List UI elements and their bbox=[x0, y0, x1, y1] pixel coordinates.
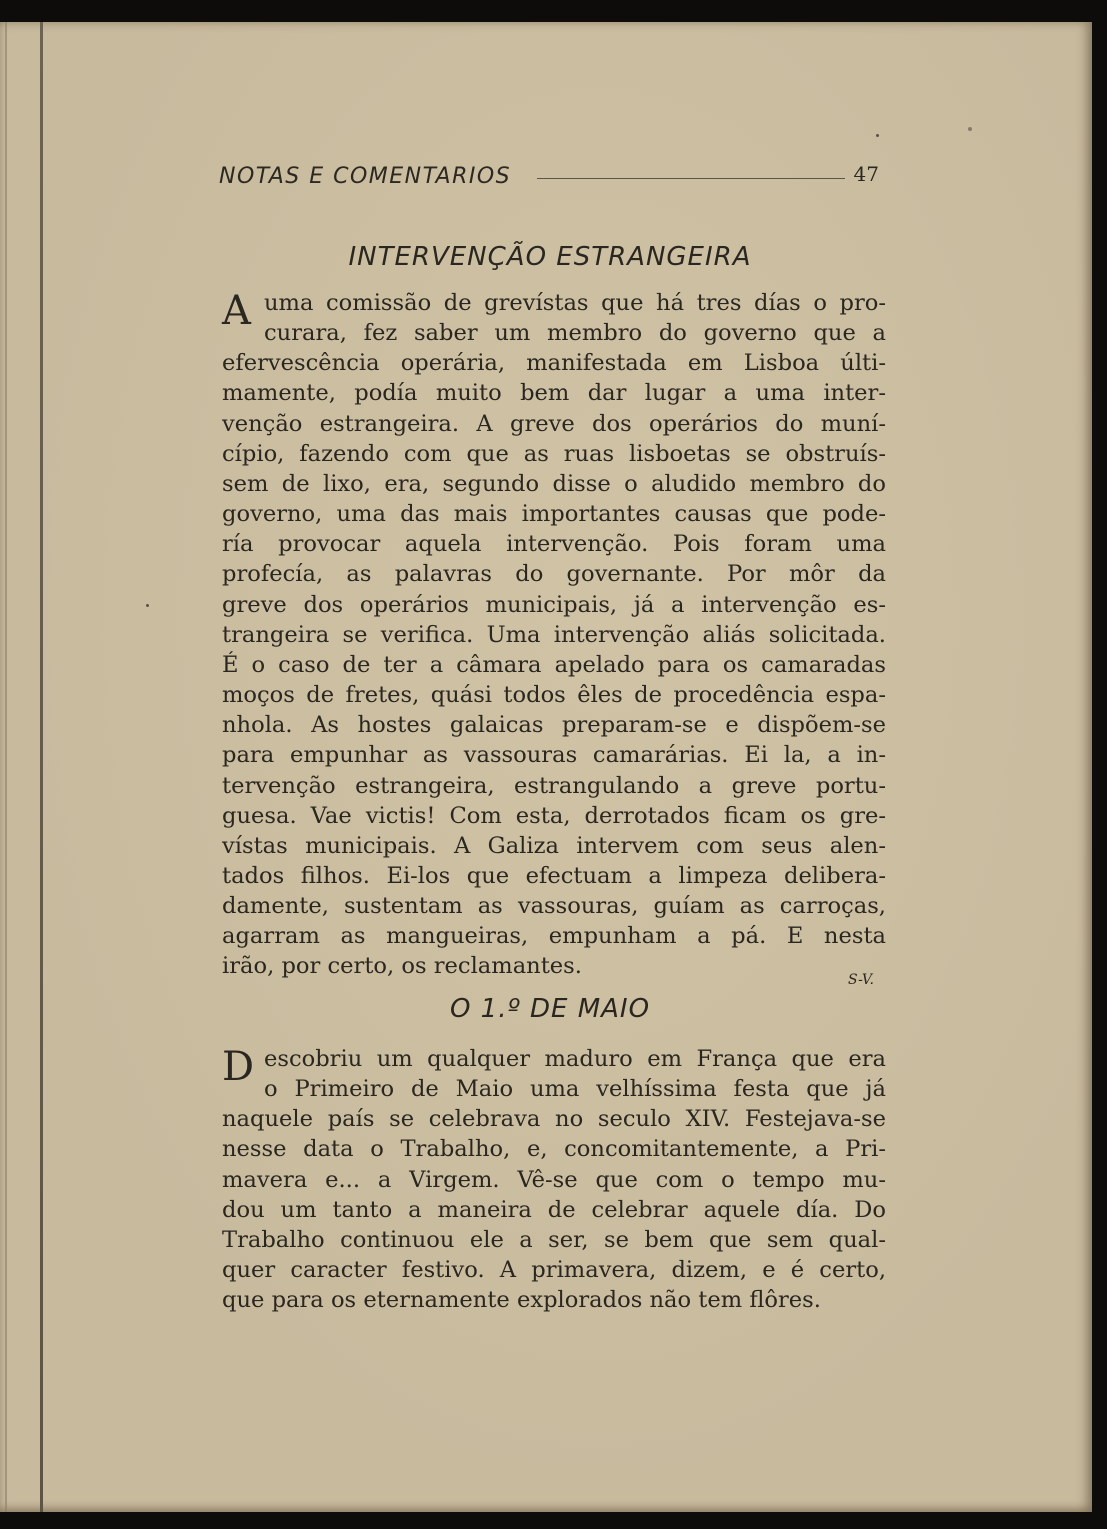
text-line: moços de fretes, quási todos êles de procedência espa- bbox=[222, 682, 886, 709]
text-line: mamente, podía muito bem dar lugar a uma inter- bbox=[222, 380, 886, 407]
text-line: guesa. Vae victis! Com esta, derrotados ficam os gre- bbox=[222, 802, 886, 829]
text-line: vístas municipais. A Galiza intervem com seus alen- bbox=[222, 832, 886, 859]
text-line: naquele país se celebrava no seculo XIV. Festejava-se bbox=[222, 1106, 886, 1133]
text-line: tados filhos. Ei-los que efectuam a limpeza delibera- bbox=[222, 862, 886, 889]
text-line: curara, fez saber um membro do governo que a bbox=[264, 320, 886, 347]
text-line: para empunhar as vassouras camarárias. Ei la, a in- bbox=[222, 742, 886, 769]
page-number: 47 bbox=[853, 162, 879, 186]
text-line: uma comissão de grevístas que há tres días o pro- bbox=[264, 290, 886, 316]
text-line: nesse data o Trabalho, e, concomitantemente, a Pri- bbox=[222, 1136, 886, 1163]
paper-speck bbox=[876, 134, 879, 137]
text-line: sem de lixo, era, segundo disse o aludido membro do bbox=[222, 470, 886, 497]
article-body-intervencao bbox=[222, 288, 886, 982]
article-title-primeiro-de-maio: O 1.º DE MAIO bbox=[449, 994, 651, 1024]
text-line: o Primeiro de Maio uma velhíssima festa que já bbox=[264, 1076, 886, 1103]
text-line: damente, sustentam as vassouras, guíam as carroças, bbox=[222, 893, 886, 920]
text-line: escobriu um qualquer maduro em França que era bbox=[264, 1046, 886, 1072]
text-line: greve dos operários municipais, já a intervenção es- bbox=[222, 591, 886, 618]
text-line: trangeira se verifica. Uma intervenção aliás solicitada. bbox=[222, 621, 886, 648]
article-body-primeiro-de-maio bbox=[222, 1044, 886, 1315]
paper-speck bbox=[968, 127, 972, 131]
text-line: nhola. As hostes galaicas preparam-se e dispõem-se bbox=[222, 712, 886, 739]
text-line: Trabalho continuou ele a ser, se bem que sem qual- bbox=[222, 1226, 886, 1253]
text-line: cípio, fazendo com que as ruas lisboetas se obstruís- bbox=[222, 440, 886, 467]
text-line: É o caso de ter a câmara apelado para os camaradas bbox=[222, 651, 886, 678]
running-header bbox=[219, 162, 879, 192]
text-line: dou um tanto a maneira de celebrar aquele día. Do bbox=[222, 1196, 886, 1223]
header-rule bbox=[537, 178, 845, 179]
binding-line bbox=[40, 22, 43, 1512]
page-edge bbox=[5, 22, 7, 1512]
drop-cap: A bbox=[222, 288, 251, 334]
text-line: que para os eternamente explorados não tem flôres. bbox=[222, 1287, 821, 1314]
running-title: NOTAS E COMENTARIOS bbox=[219, 164, 512, 189]
drop-cap: D bbox=[222, 1044, 255, 1090]
text-line: mavera e... a Virgem. Vê-se que com o tempo mu- bbox=[222, 1166, 886, 1193]
text-line: quer caracter festivo. A primavera, dizem, e é certo, bbox=[222, 1257, 886, 1284]
author-signature: S-V. bbox=[848, 972, 874, 988]
text-line: efervescência operária, manifestada em Lisboa últi- bbox=[222, 350, 886, 377]
text-line: irão, por certo, os reclamantes. bbox=[222, 953, 582, 980]
text-line: tervenção estrangeira, estrangulando a greve portu- bbox=[222, 772, 886, 799]
text-line: governo, uma das mais importantes causas que pode- bbox=[222, 501, 886, 528]
text-line: venção estrangeira. A greve dos operários do muní- bbox=[222, 410, 886, 437]
text-line: profecía, as palavras do governante. Por môr da bbox=[222, 561, 886, 588]
text-line: ría provocar aquela intervenção. Pois foram uma bbox=[222, 531, 886, 558]
text-line: agarram as mangueiras, empunham a pá. E nesta bbox=[222, 923, 886, 950]
article-title-intervencao: INTERVENÇÃO ESTRANGEIRA bbox=[348, 242, 752, 272]
paper-speck bbox=[146, 604, 149, 607]
